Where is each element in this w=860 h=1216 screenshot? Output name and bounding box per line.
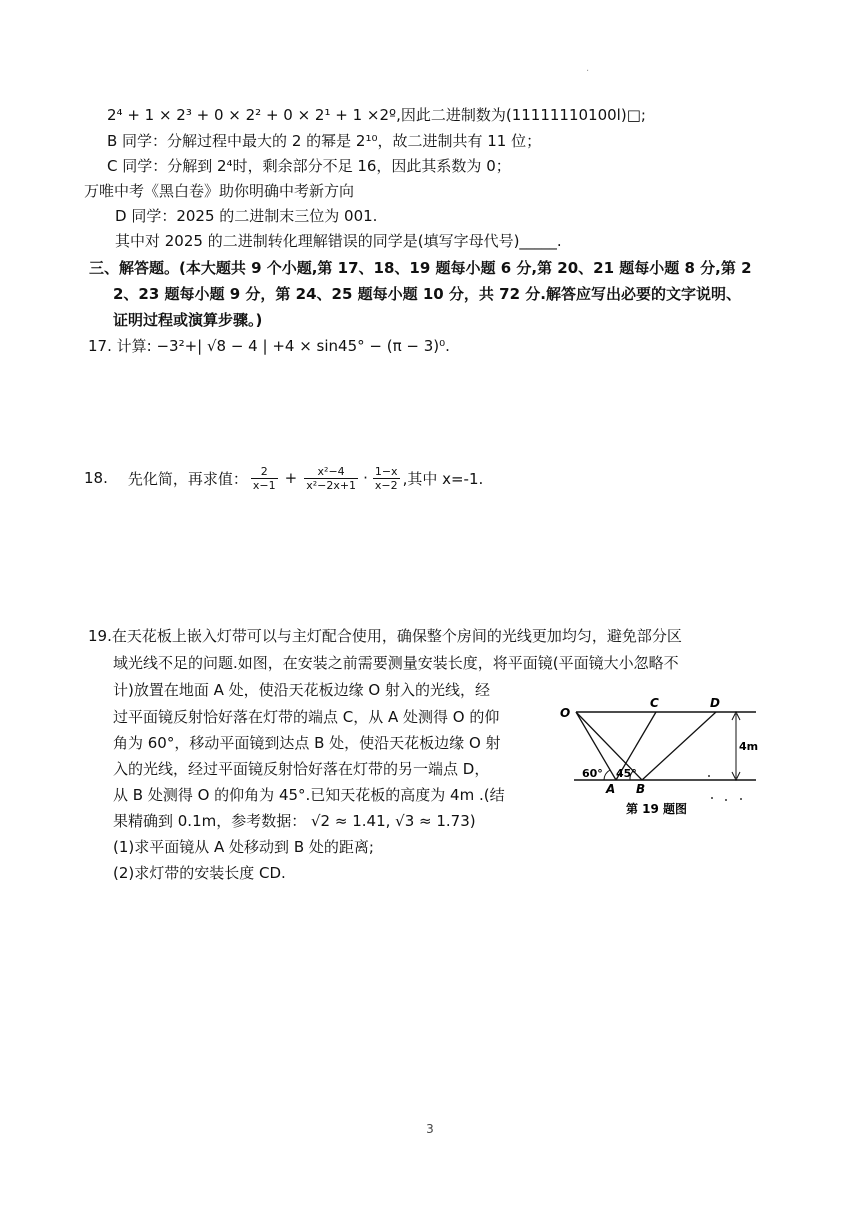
q16-question: 其中对 2025 的二进制转化理解错误的同学是(填写字母代号)_____.: [115, 232, 562, 250]
q16-student-c: C 同学：分解到 2⁴时，剩余部分不足 16，因此其系数为 0；: [107, 157, 511, 175]
label-A: A: [606, 782, 616, 796]
q17-number: 17.: [88, 337, 112, 355]
q19-line5: 角为 60°，移动平面镜到达点 B 处，使沿天花板边缘 O 射: [113, 734, 501, 752]
q18-fraction-2: [304, 465, 358, 492]
q19-figure: [556, 690, 766, 822]
q18-number: 18.: [84, 469, 108, 487]
label-C: C: [650, 696, 659, 710]
q19-line2: 域光线不足的问题.如图，在安装之前需要测量安装长度，将平面镜(平面镜大小忽略不: [113, 654, 679, 672]
q19-line6: 入的光线，经过平面镜反射恰好落在灯带的另一端点 D，: [113, 760, 490, 778]
q18-multiply-dot: ·: [363, 469, 368, 487]
q19-line3: 计)放置在地面 A 处，使沿天花板边缘 O 射入的光线，经: [113, 681, 490, 699]
q19-part2: (2)求灯带的安装长度 CD.: [113, 864, 286, 882]
top-dot: ·: [586, 66, 590, 77]
ray-B-D: [642, 712, 716, 780]
q18-frac2-numerator: x²−4: [317, 464, 345, 478]
section3-heading-line2: 2、23 题每小题 9 分，第 24、25 题每小题 10 分，共 72 分.解答应写出必要的文字说明、: [113, 285, 741, 303]
speckle: [711, 797, 713, 799]
speckle: [725, 799, 727, 801]
q18-fraction-1: [251, 465, 278, 492]
q19-line8: 果精确到 0.1m，参考数据： √2 ≈ 1.41, √3 ≈ 1.73): [113, 812, 476, 830]
q18-intro: 先化简，再求值：: [127, 469, 248, 488]
q18-frac1-numerator: 2: [260, 464, 268, 478]
q18: [84, 458, 483, 498]
q19-line4: 过平面镜反射恰好落在灯带的端点 C，从 A 处测得 O 的仰: [113, 708, 500, 726]
q17: [88, 335, 450, 357]
page-number: 3: [426, 1122, 434, 1136]
label-B: B: [636, 782, 646, 796]
q18-frac1-denominator: x−1: [252, 478, 276, 492]
label-O: O: [560, 706, 571, 720]
section3-heading-line3: 证明过程或演算步骤。): [113, 311, 263, 329]
speckle: [708, 775, 710, 777]
promo-banner: 万唯中考《黑白卷》助你明确中考新方向: [84, 182, 355, 200]
q18-frac3-denominator: x−2: [374, 478, 398, 492]
q18-fraction-3: [373, 465, 400, 492]
q17-expression: 计算: −3²+| √8 − 4 | +4 × sin45° − (π − 3)⁰.: [116, 337, 450, 355]
q16-formula-line: 2⁴ + 1 × 2³ + 0 × 2² + 0 × 2¹ + 1 ×2º,因此二进制数为(11111110100l)□;: [107, 106, 646, 124]
label-angle-60: 60°: [582, 767, 603, 780]
q18-plus: +: [284, 469, 298, 487]
label-angle-45: 45°: [616, 767, 637, 780]
q19-part1: (1)求平面镜从 A 处移动到 B 处的距离;: [113, 838, 374, 856]
q18-frac3-numerator: 1−x: [374, 464, 398, 478]
q19-line7: 从 B 处测得 O 的仰角为 45°.已知天花板的高度为 4m .(结: [113, 786, 505, 804]
label-height: 4m: [739, 740, 759, 753]
q19-line1: 19.在天花板上嵌入灯带可以与主灯配合使用，确保整个房间的光线更加均匀，避免部分区: [88, 627, 682, 645]
q16-student-d: D 同学：2025 的二进制末三位为 001.: [115, 207, 378, 225]
label-D: D: [710, 696, 720, 710]
figure-caption: 第 19 题图: [626, 802, 688, 816]
speckle: [740, 798, 742, 800]
angle-arc-60: [604, 770, 610, 780]
section3-heading-line1: 三、解答题。(本大题共 9 个小题,第 17、18、19 题每小题 6 分,第 20、21 题每小题 8 分,第 2: [89, 259, 752, 277]
q16-student-b: B 同学：分解过程中最大的 2 的幂是 2¹⁰，故二进制共有 11 位；: [107, 132, 542, 150]
q18-tail: ,其中 x=-1.: [402, 469, 484, 488]
q18-frac2-denominator: x²−2x+1: [306, 478, 357, 492]
